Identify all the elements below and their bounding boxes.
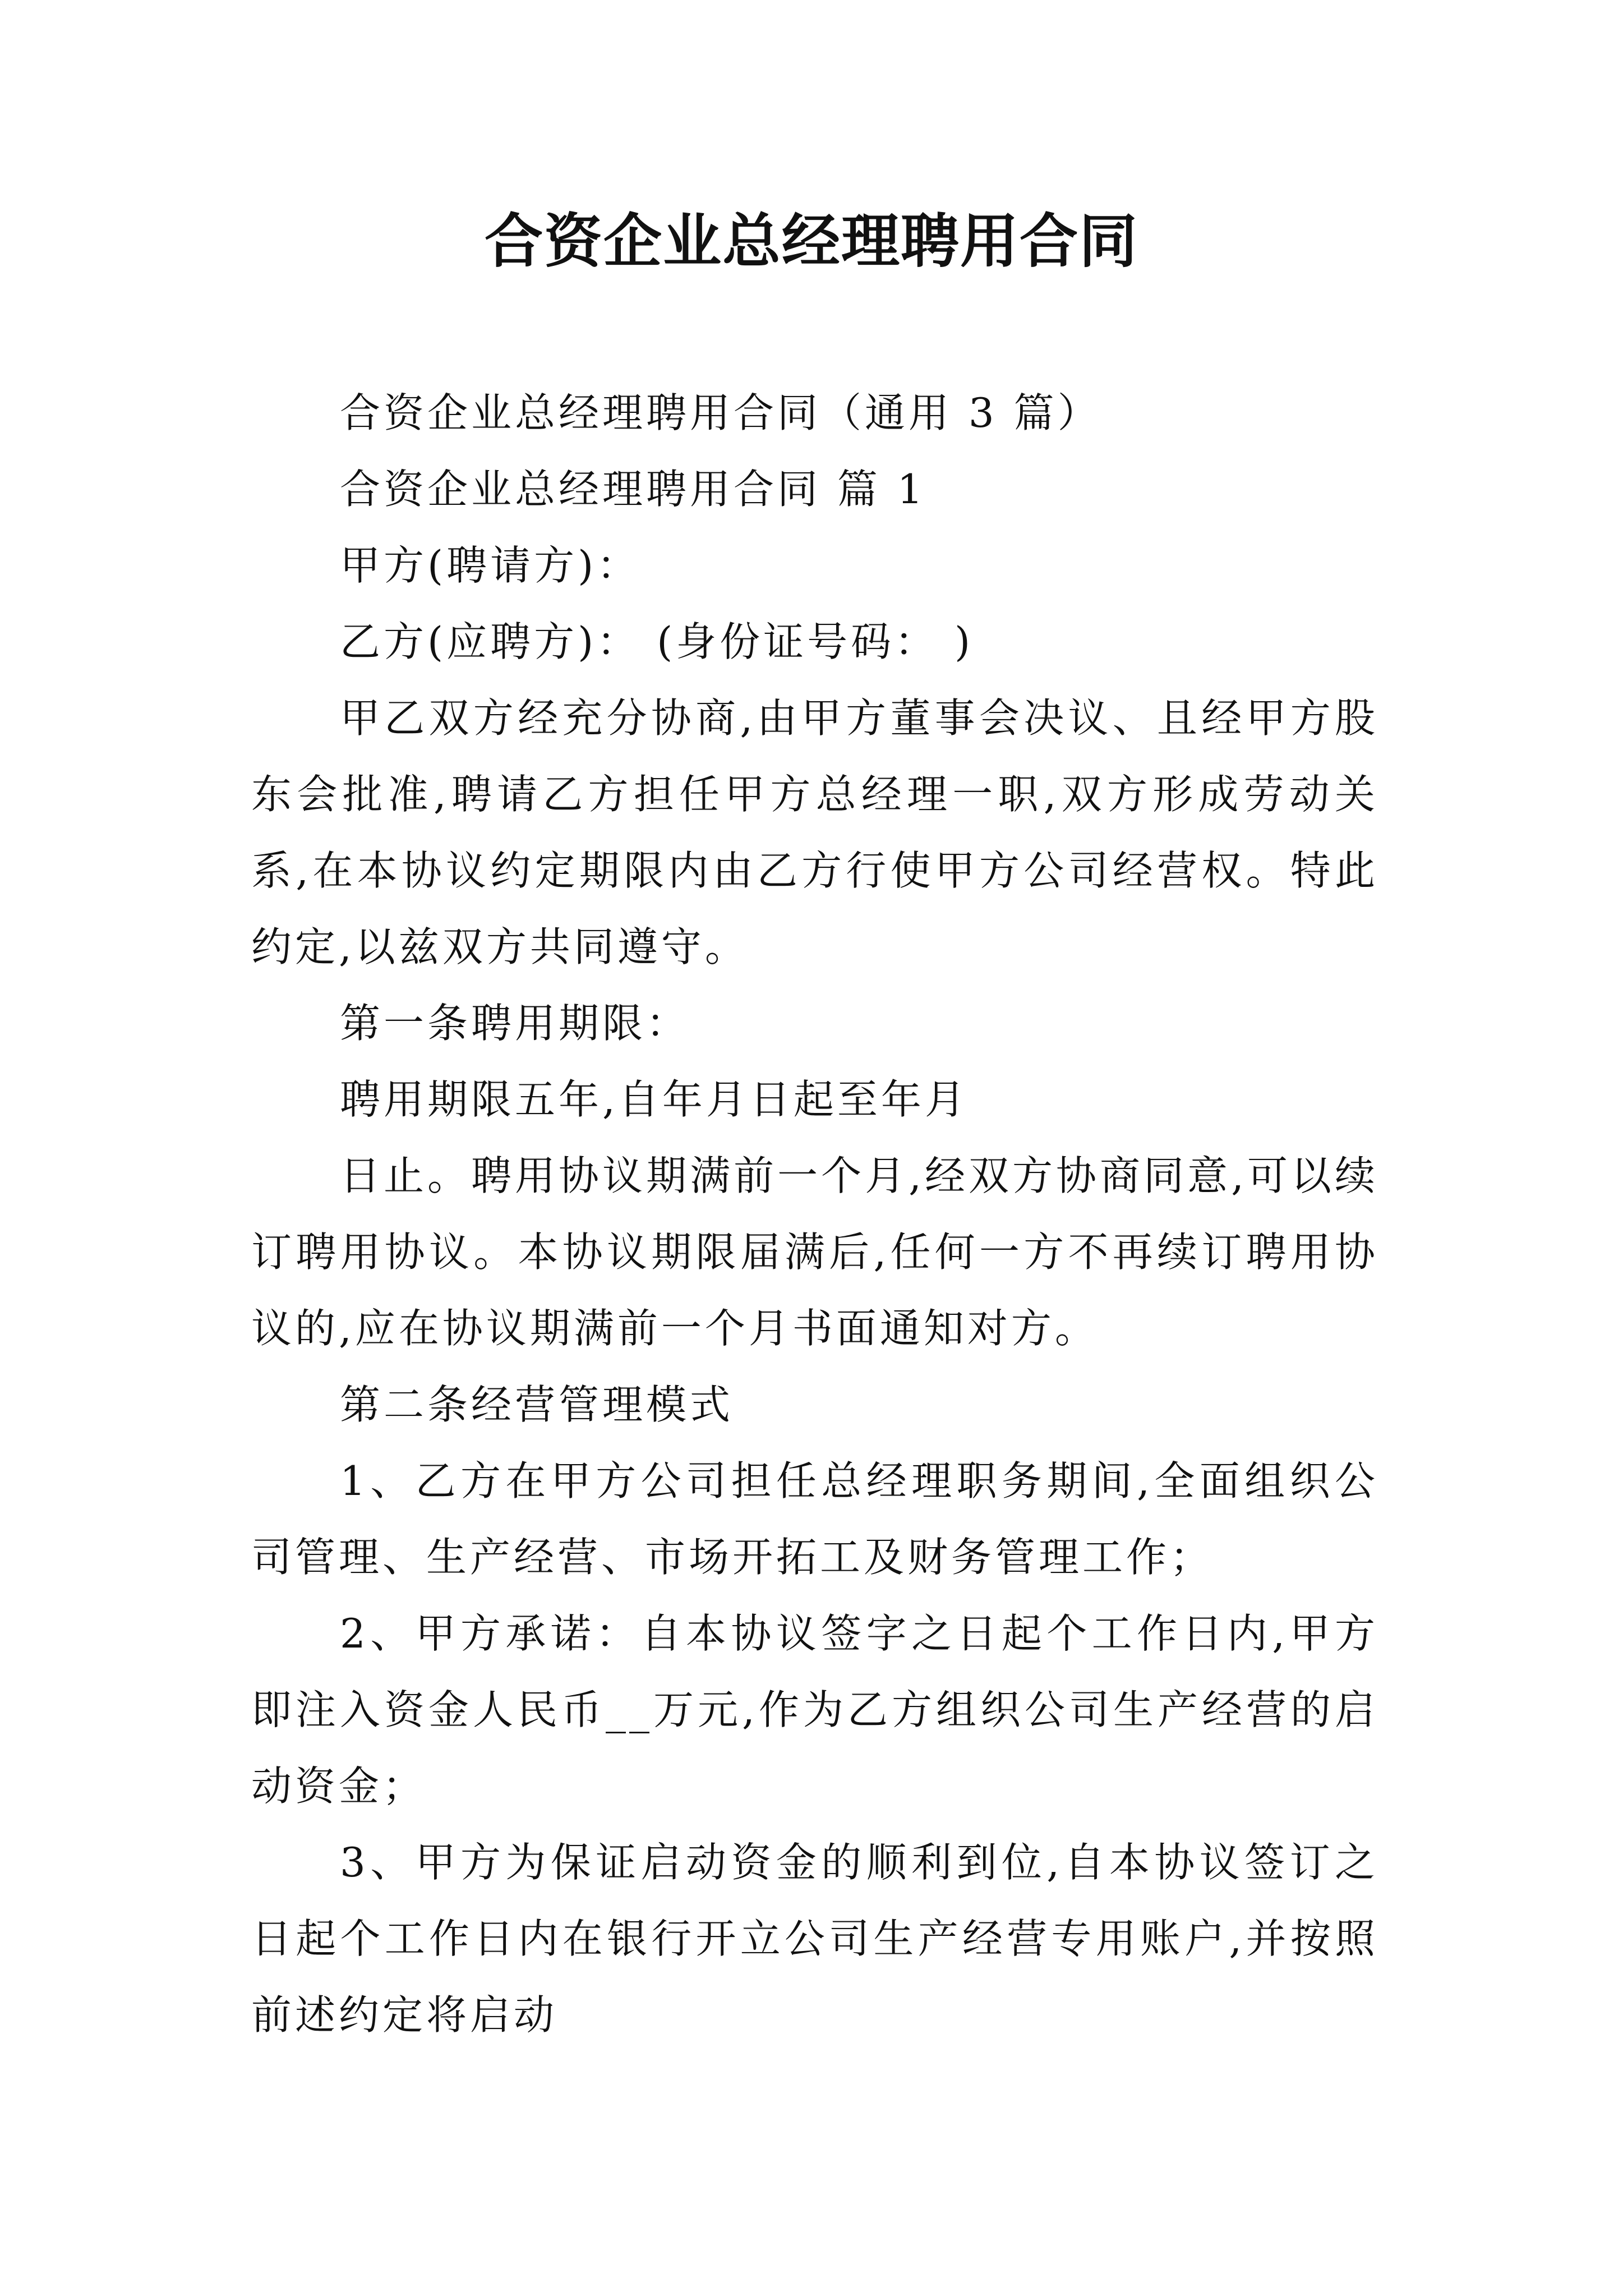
article-2-clause-3: 3、甲方为保证启动资金的顺利到位,自本协议签订之日起个工作日内在银行开立公司生产经营专用账户,并按照前述约定将启动 [251, 1839, 1378, 2039]
article-1-term-line: 聘用期限五年,自年月日起至年月 [340, 1076, 969, 1123]
subtitle-line: 合资企业总经理聘用合同（通用 3 篇） [340, 389, 1101, 436]
article-2-clause-1: 1、乙方在甲方公司担任总经理职务期间,全面组织公司管理、生产经营、市场开拓工及财务管理工作； [251, 1457, 1378, 1581]
document-body [251, 375, 1378, 2053]
article-1-heading: 第一条聘用期限： [340, 1000, 690, 1047]
document-title: 合资企业总经理聘用合同 [484, 207, 1138, 275]
article-2-clause-2: 2、甲方承诺：自本协议签字之日起个工作日内,甲方即注入资金人民币__万元,作为乙方组织公司生产经营的启动资金； [251, 1610, 1378, 1810]
party-a-line: 甲方(聘请方)： [340, 542, 641, 589]
party-b-line: 乙方(应聘方)： (身份证号码： ) [340, 618, 974, 665]
intro-paragraph: 甲乙双方经充分协商,由甲方董事会决议、且经甲方股东会批准,聘请乙方担任甲方总经理一职,双方形成劳动关系,在本协议约定期限内由乙方行使甲方公司经营权。特此约定,以兹双方共同遵守。 [251, 694, 1378, 970]
article-2-heading: 第二条经营管理模式 [340, 1381, 734, 1428]
article-1-paragraph: 日止。聘用协议期满前一个月,经双方协商同意,可以续订聘用协议。本协议期限届满后,任何一方不再续订聘用协议的,应在协议期满前一个月书面通知对方。 [251, 1152, 1378, 1352]
section-heading: 合资企业总经理聘用合同 篇 1 [340, 466, 926, 513]
